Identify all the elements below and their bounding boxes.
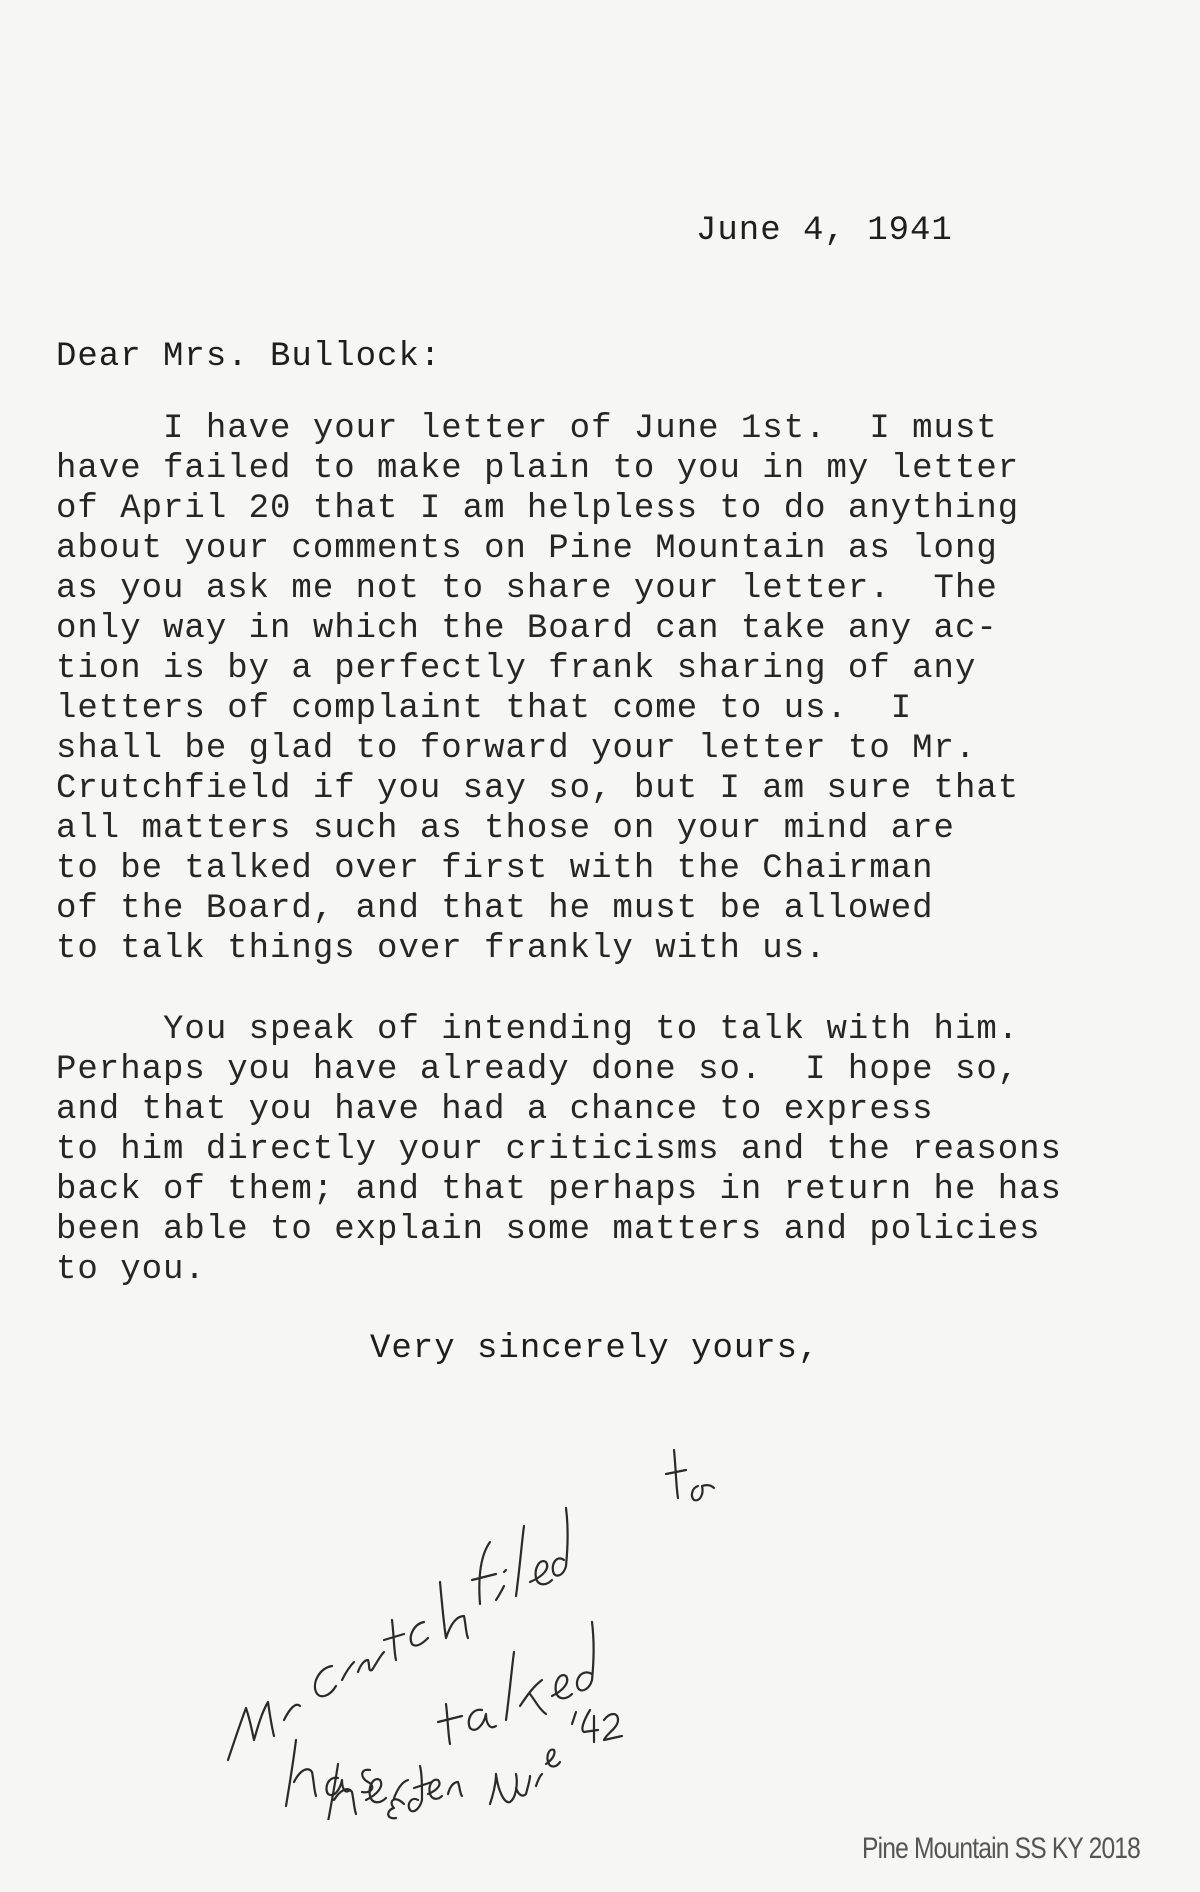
paragraph-line: to you. [56, 1251, 206, 1289]
paragraph-line: of April 20 that I am helpless to do anything [56, 490, 1020, 528]
watermark: Pine Mountain SS KY 2018 [861, 1832, 1140, 1865]
closing: Very sincerely yours, [370, 1330, 820, 1368]
handwritten-note [200, 1390, 760, 1820]
paragraph-line: only way in which the Board can take any ac- [56, 610, 998, 648]
paragraph-2 [56, 1010, 1062, 1290]
salutation: Dear Mrs. Bullock: [56, 338, 442, 376]
paragraph-line: have failed to make plain to you in my letter [56, 450, 1020, 488]
paragraph-line: shall be glad to forward your letter to Mr. [56, 730, 977, 768]
paragraph-line: to be talked over first with the Chairman [56, 850, 934, 888]
paragraph-1 [56, 409, 1019, 969]
paragraph-line: to talk things over frankly with us. [56, 930, 827, 968]
paragraph-line: all matters such as those on your mind are [56, 810, 955, 848]
paragraph-line: to him directly your criticisms and the reasons [56, 1131, 1062, 1169]
paragraph-line: I have your letter of June 1st. I must [56, 410, 998, 448]
paragraph-line: about your comments on Pine Mountain as long [56, 530, 998, 568]
paragraph-line: You speak of intending to talk with him. [56, 1011, 1020, 1049]
paragraph-line: and that you have had a chance to express [56, 1091, 934, 1129]
paragraph-line: as you ask me not to share your letter. The [56, 570, 998, 608]
paragraph-line: tion is by a perfectly frank sharing of any [56, 650, 977, 688]
letter-date: June 4, 1941 [696, 212, 953, 250]
paragraph-line: of the Board, and that he must be allowed [56, 890, 934, 928]
paragraph-line: Crutchfield if you say so, but I am sure that [56, 770, 1020, 808]
paragraph-line: back of them; and that perhaps in return he has [56, 1171, 1062, 1209]
paragraph-line: been able to explain some matters and policies [56, 1211, 1041, 1249]
paragraph-line: letters of complaint that come to us. I [56, 690, 913, 728]
paragraph-line: Perhaps you have already done so. I hope so, [56, 1051, 1020, 1089]
